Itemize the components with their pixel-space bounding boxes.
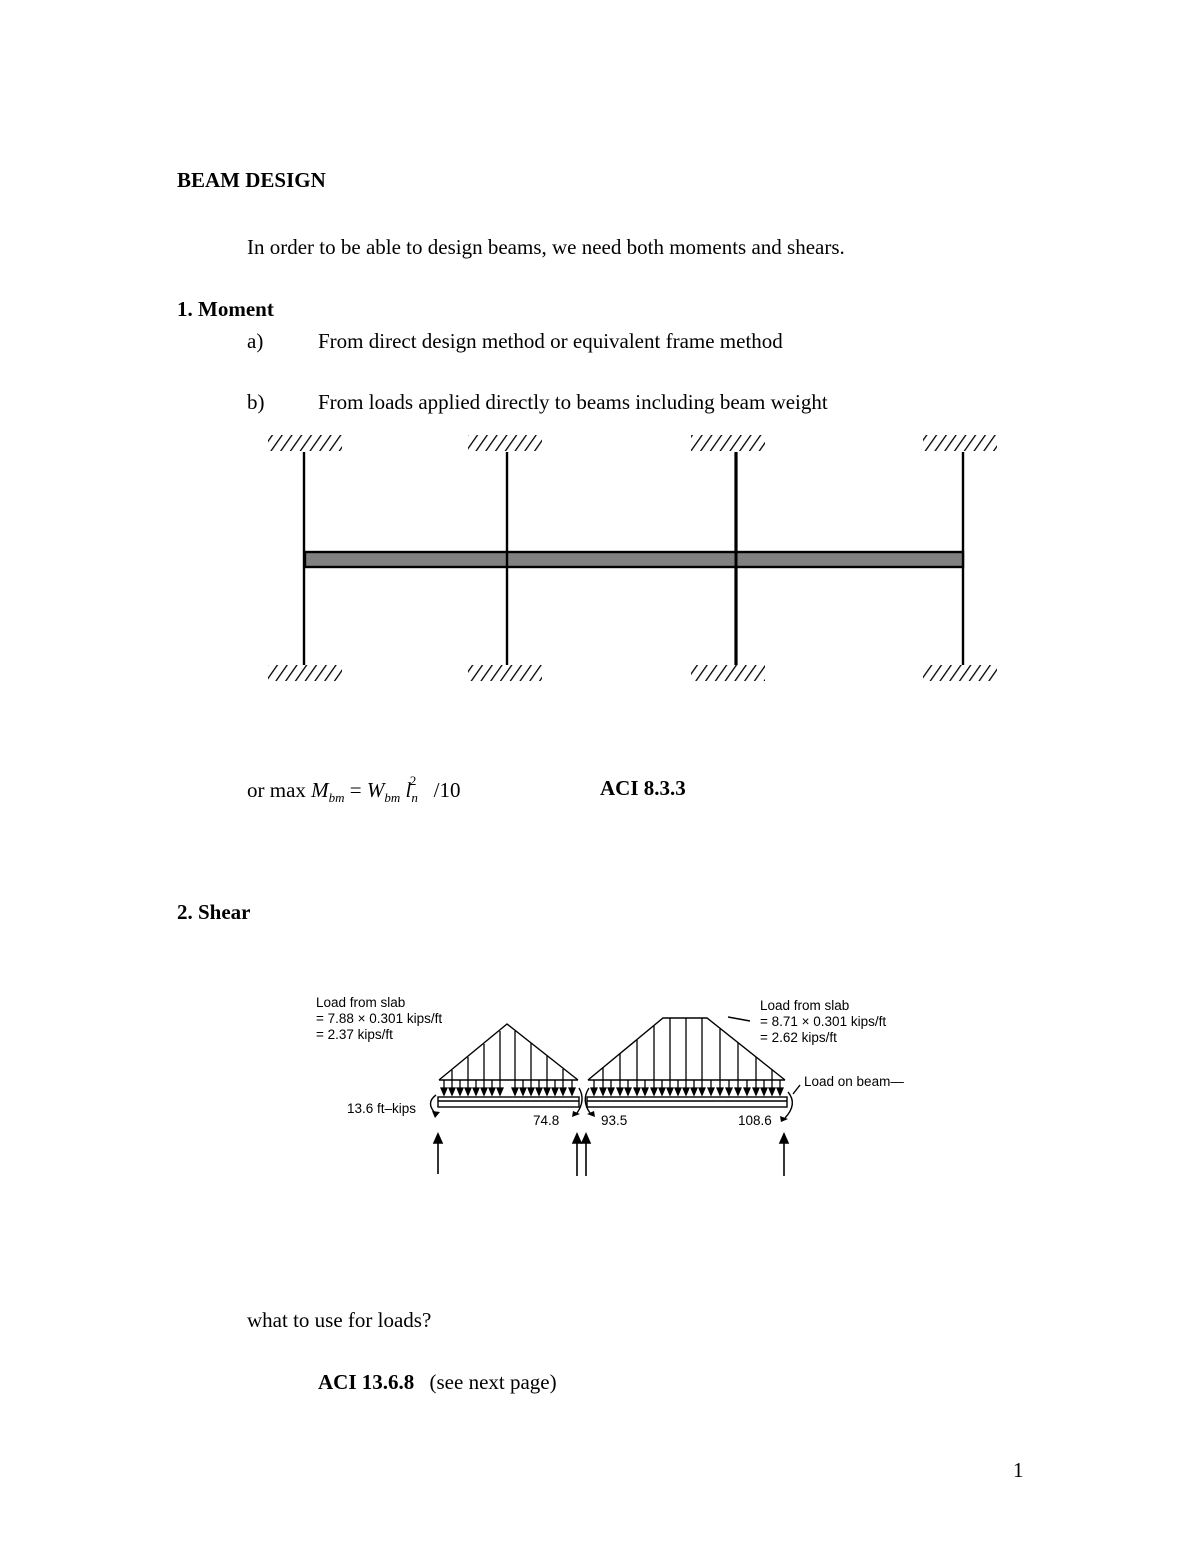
left-load-label-1: Load from slab [316,995,406,1010]
shear-value-1: 74.8 [533,1113,560,1128]
moment-item-b-text: From loads applied directly to beams including beam weight [318,390,828,414]
moment-reference: ACI 8.3.3 [600,776,686,800]
left-load-label-3: = 2.37 kips/ft [316,1027,393,1042]
right-load-label-2: = 8.71 × 0.301 kips/ft [760,1014,887,1029]
load-on-beam-label: Load on beam— [804,1074,904,1089]
moment-section-title: 1. Moment [177,297,274,321]
shear-section-title: 2. Shear [177,900,251,924]
right-load-label-1: Load from slab [760,998,850,1013]
page-number: 1 [1013,1458,1024,1482]
page-heading: BEAM DESIGN [177,168,326,192]
intro-text: In order to be able to design beams, we need both moments and shears. [247,235,845,259]
loads-question: what to use for loads? [247,1308,432,1332]
right-load-label-3: = 2.62 kips/ft [760,1030,837,1045]
end-moment-label: 13.6 ft–kips [347,1101,417,1116]
shear-value-3: 108.6 [738,1113,772,1128]
moment-item-a-marker: a) [247,329,264,353]
shear-value-2: 93.5 [601,1113,628,1128]
shear-reference: ACI 13.6.8 (see next page) [318,1370,557,1394]
left-load-label-2: = 7.88 × 0.301 kips/ft [316,1011,443,1026]
moment-item-a-text: From direct design method or equivalent frame method [318,329,783,353]
moment-formula: or $\max M_{bm} = W_{bm}$ $l_n^2$ /10 [247,773,461,806]
moment-item-b-marker: b) [247,390,265,414]
